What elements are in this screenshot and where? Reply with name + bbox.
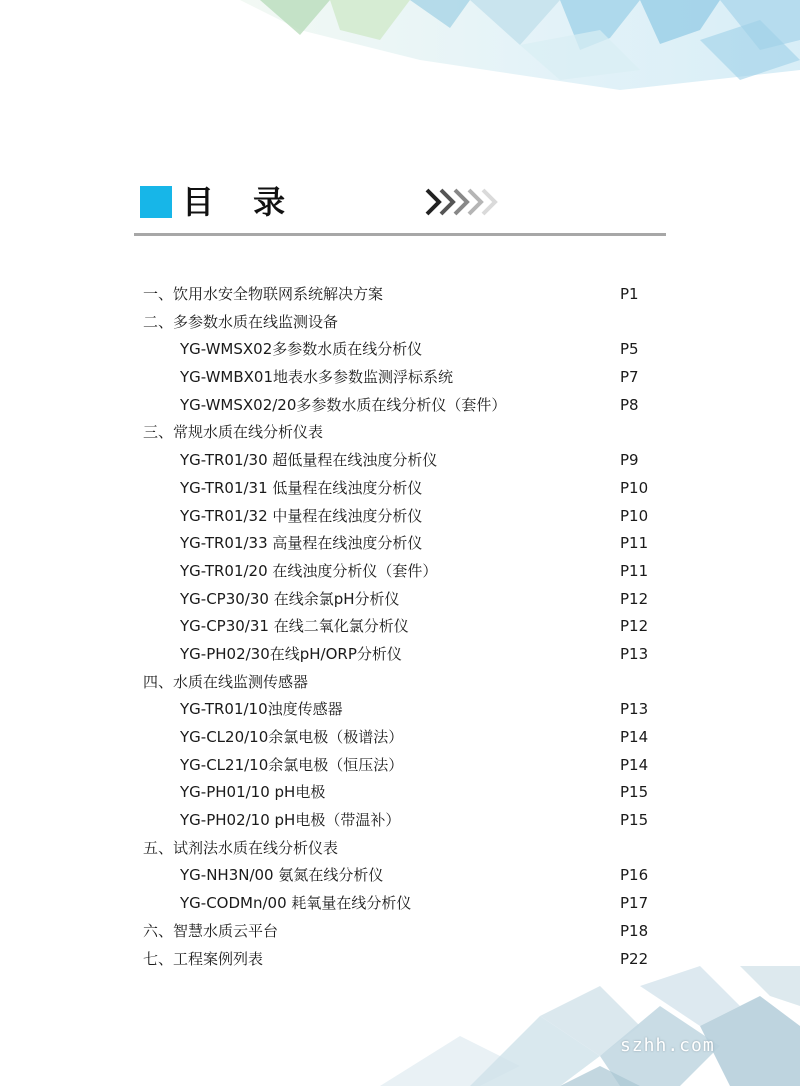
toc-entry [143, 641, 663, 669]
watermark: szhh.com [620, 1035, 715, 1056]
toc-entry-title: YG-TR01/31 低量程在线浊度分析仪 [180, 478, 423, 497]
toc-entry [143, 696, 663, 724]
toc-entry-title: YG-CL21/10余氯电极（恒压法） [180, 755, 404, 774]
toc-section [143, 309, 663, 337]
toc-entry-title: 三、常规水质在线分析仪表 [143, 423, 324, 442]
toc-entry [143, 530, 663, 558]
footer-decoration [0, 966, 800, 1086]
toc-entry-title: 一、饮用水安全物联网系统解决方案 [143, 285, 384, 303]
toc-page-number: P13 [620, 644, 649, 663]
header-decoration [0, 0, 800, 90]
toc-page-number: P7 [620, 368, 639, 387]
toc-entry-title: YG-TR01/32 中量程在线浊度分析仪 [180, 506, 423, 525]
toc-entry-title: 二、多参数水质在线监测设备 [143, 312, 339, 331]
toc-page-number: P14 [620, 728, 649, 746]
toc-page-number: P22 [620, 949, 649, 968]
toc-entry [143, 890, 663, 918]
toc-entry [143, 558, 663, 586]
toc-entry-title: 五、试剂法水质在线分析仪表 [143, 838, 339, 857]
toc-entry [143, 392, 663, 420]
toc-page-number: P13 [620, 700, 649, 719]
toc-page-number: P16 [620, 866, 649, 885]
toc-section [143, 669, 663, 697]
toc-page-number: P11 [620, 534, 649, 553]
toc-entry-title: YG-CL20/10余氯电极（极谱法） [180, 728, 404, 746]
toc-page-number: P12 [620, 589, 649, 608]
toc-entry-title: 六、智慧水质云平台 [143, 921, 279, 940]
toc-entry-title: YG-TR01/10浊度传感器 [180, 700, 343, 719]
toc-section [143, 835, 663, 863]
toc-entry-title: YG-WMSX02/20多参数水质在线分析仪（套件） [180, 395, 507, 414]
heading-divider [134, 233, 666, 236]
toc-entry [143, 779, 663, 807]
table-of-contents [143, 281, 663, 973]
toc-page-number: P17 [620, 894, 649, 913]
toc-section [143, 419, 663, 447]
toc-entry-title: YG-CP30/31 在线二氧化氯分析仪 [180, 617, 409, 636]
toc-entry-title: 七、工程案例列表 [143, 949, 264, 968]
toc-entry [143, 862, 663, 890]
toc-page-number: P14 [620, 755, 649, 774]
toc-entry-title: YG-PH02/10 pH电极（带温补） [180, 811, 401, 830]
toc-page-number: P12 [620, 617, 649, 636]
toc-entry [143, 447, 663, 475]
toc-entry-title: YG-CP30/30 在线余氯pH分析仪 [180, 589, 400, 608]
toc-page-number: P15 [620, 783, 649, 802]
toc-entry [143, 613, 663, 641]
toc-entry [143, 336, 663, 364]
toc-page-number: P9 [620, 451, 639, 470]
toc-page-number: P10 [620, 506, 649, 525]
toc-entry [143, 724, 663, 752]
toc-entry-title: YG-CODMn/00 耗氧量在线分析仪 [180, 894, 412, 913]
toc-page-number: P15 [620, 811, 649, 830]
toc-entry-title: YG-TR01/20 在线浊度分析仪（套件） [180, 561, 438, 580]
toc-page-number: P1 [620, 285, 639, 303]
toc-entry-title: YG-NH3N/00 氨氮在线分析仪 [180, 866, 384, 885]
toc-page-number: P18 [620, 921, 649, 940]
toc-entry [143, 475, 663, 503]
toc-entry [143, 503, 663, 531]
toc-page-number: P10 [620, 478, 649, 497]
toc-entry [143, 807, 663, 835]
toc-entry-title: YG-TR01/30 超低量程在线浊度分析仪 [180, 451, 438, 470]
toc-section [143, 281, 663, 309]
toc-page-number: P8 [620, 395, 639, 414]
toc-entry [143, 586, 663, 614]
toc-entry-title: YG-TR01/33 高量程在线浊度分析仪 [180, 534, 423, 553]
toc-entry-title: YG-WMBX01地表水多参数监测浮标系统 [180, 368, 454, 387]
toc-entry-title: 四、水质在线监测传感器 [143, 672, 309, 691]
toc-entry-title: YG-PH02/30在线pH/ORP分析仪 [180, 644, 402, 663]
toc-entry-title: YG-PH01/10 pH电极 [180, 783, 326, 802]
page-title: 目 录 [182, 183, 300, 221]
toc-page-number: P11 [620, 561, 649, 580]
toc-entry-title: YG-WMSX02多参数水质在线分析仪 [180, 340, 423, 359]
toc-heading [140, 180, 480, 224]
toc-section [143, 918, 663, 946]
toc-entry [143, 752, 663, 780]
toc-entry [143, 364, 663, 392]
heading-accent-square [140, 186, 172, 218]
toc-page-number: P5 [620, 340, 639, 359]
chevron-right-icon [423, 184, 503, 220]
